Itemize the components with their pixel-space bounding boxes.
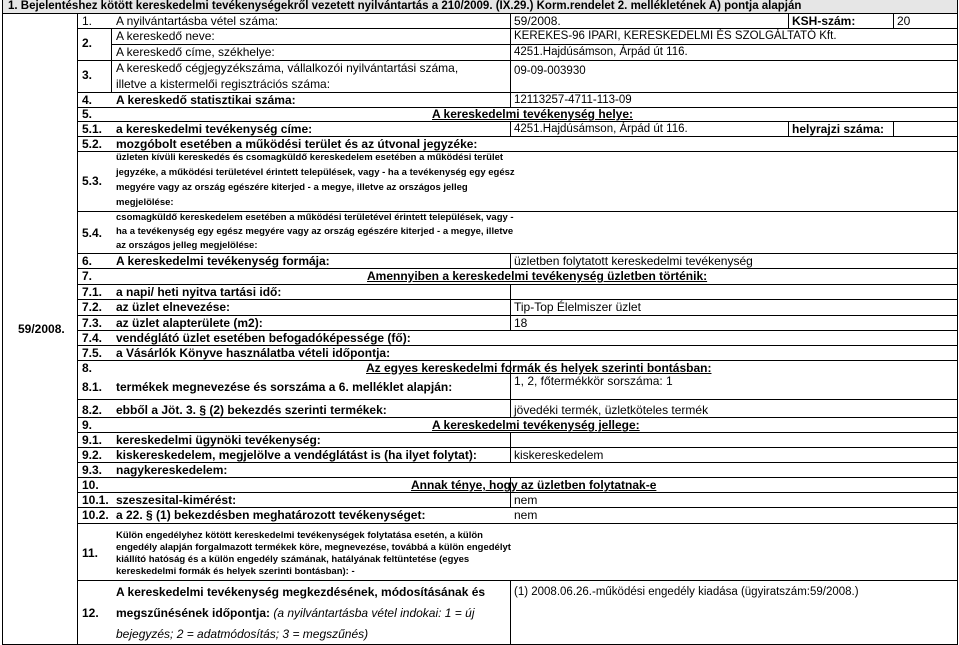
row-8-2-label: ebből a Jöt. 3. § (2) bekezdés szerinti termékek: [116,403,387,417]
row-2-num: 2. [82,36,93,50]
row-11-line-4: kereskedelmi formák és helyek szerinti bontásban): - [116,566,355,577]
row-3-label-a: A kereskedő cégjegyzékszáma, vállalkozói nyilvántartási száma, [116,61,459,75]
row-5-num: 5. [82,107,93,121]
row-12-num: 12. [82,606,99,620]
row-11-line-2: engedély alapján forgalmazott termékek köre, megnevezése, továbbá a külön engedélyt [116,542,511,553]
row-4-value: 12113257-4711-113-09 [514,94,632,106]
ksh-value: 20 [897,14,911,28]
row-12-line-2b: (a nyilvántartásba vétel indokai: 1 = új [270,606,475,620]
row-7-1-num: 7.1. [82,285,103,299]
row-3-num: 3. [82,68,93,82]
row-8-1-value: 1, 2, főtermékkör sorszáma: 1 [514,374,673,388]
row-2-label-a: A kereskedő neve: [116,29,215,43]
row-8-1-num: 8.1. [82,380,103,394]
row-7-3-num: 7.3. [82,316,103,330]
row-5-1-num: 5.1. [82,122,103,136]
row-10-1-num: 10.1. [82,493,109,507]
row-3-label-b: illetve a kistermelői regisztrációs száma: [116,77,331,91]
row-5-1-value: 4251.Hajdúsámson, Árpád út 116. [514,123,688,135]
row-9-2-num: 9.2. [82,448,103,462]
row-8-2-num: 8.2. [82,403,103,417]
record-id: 59/2008. [18,322,65,336]
row-9-2-label: kiskereskedelem, megjelölve a vendéglátást is (ha ilyet folytat): [116,448,477,462]
row-7-4-label: vendéglátó üzlet esetében befogadóképessége (fő): [116,331,411,345]
row-5-1-label: a kereskedelmi tevékenység címe: [116,122,313,136]
row-5-4-line-2: ha a tevékenység egy egész megyére vagy az ország egészére kiterjed - a megye, illetve [116,226,514,237]
row-8-num: 8. [82,361,93,375]
row-6-value: üzletben folytatott kereskedelmi tevékenység [514,254,753,268]
row-12-line-2 [116,606,474,620]
row-7-2-num: 7.2. [82,300,103,314]
row-9-num: 9. [82,418,93,432]
row-1-value: 59/2008. [514,14,561,28]
row-5-4-line-1: csomagküldő kereskedelem esetében a működési területével érintett települések, vagy - [116,212,514,223]
row-7-3-label: az üzlet alapterülete (m2): [116,316,263,330]
row-7-5-label: a Vásárlók Könyve használatba vételi időpontja: [116,346,391,360]
row-10-num: 10. [82,478,99,492]
row-12-value: (1) 2008.06.26.-működési engedély kiadása (ügyiratszám:59/2008.) [514,586,859,598]
row-7-5-num: 7.5. [82,346,103,360]
row-5-title: A kereskedelmi tevékenység helye: [432,107,634,121]
row-8-2-value: jövedéki termék, üzletköteles termék [514,403,709,417]
row-5-3-line-1: üzleten kívüli kereskedés és csomagküldő kereskedelem esetében a működési terület [116,152,504,163]
row-9-1-label: kereskedelmi ügynöki tevékenység: [116,433,321,447]
row-7-2-label: az üzlet elnevezése: [116,300,231,314]
page-title: 1. Bejelentéshez kötött kereskedelmi tevékenységekről vezetett nyilvántartás a 210/2009. (IX.29.) Korm.rendelet 2. mellékletének A) pontja alapján [3,0,957,13]
row-5-3-line-4: megjelölése: [116,197,174,208]
row-5-3-num: 5.3. [82,174,103,188]
row-10-2-label: a 22. § (1) bekezdésben meghatározott tevékenységet: [116,508,426,522]
row-12-line-2a: megszűnésének időpontja: [116,606,271,620]
row-5-3-line-3: megyére vagy az ország egészére kiterjed - a megye, illetve az országos jelleg [116,182,468,193]
row-9-2-value: kiskereskedelem [514,448,604,462]
row-9-1-num: 9.1. [82,433,103,447]
row-10-2-num: 10.2. [82,508,109,522]
row-7-2-value: Tip-Top Élelmiszer üzlet [514,300,641,314]
row-11-line-3: kiállító hatóság és a külön engedély számának, hatályának feltüntetése (egyes [116,554,470,565]
row-6-label: A kereskedelmi tevékenység formája: [116,254,330,268]
row-2-value-b: 4251.Hajdúsámson, Árpád út 116. [514,46,688,58]
row-5-4-line-3: az országos jelleg megjelölése: [116,240,258,251]
row-8-title: Az egyes kereskedelmi formák és helyek szerinti bontásban: [366,361,712,375]
row-1-num: 1. [82,14,93,28]
row-8-1-label: termékek megnevezése és sorszáma a 6. melléklet alapján: [116,380,453,394]
row-2-value-a: KEREKES-96 IPARI, KERESKEDELMI ÉS SZOLGÁLTATÓ Kft. [514,30,837,42]
row-9-title: A kereskedelmi tevékenység jellege: [432,418,640,432]
row-3-value: 09-09-003930 [514,65,586,77]
ksh-label: KSH-szám: [792,14,856,28]
row-12-line-1: A kereskedelmi tevékenység megkezdésének, módosításának és [116,585,486,599]
row-9-3-label: nagykereskedelem: [116,463,228,477]
row-1-label: A nyilvántartásba vétel száma: [116,14,279,28]
row-7-3-value: 18 [514,316,528,330]
row-5-4-num: 5.4. [82,226,103,240]
row-10-title: Annak ténye, hogy az üzletben folytatnak-e [411,478,657,492]
row-7-title: Amennyiben a kereskedelmi tevékenység üzletben történik: [367,269,708,283]
row-2-label-b: A kereskedő címe, székhelye: [116,45,275,59]
row-11-num: 11. [82,546,99,560]
row-10-1-value: nem [514,493,538,507]
row-4-label: A kereskedő statisztikai száma: [116,93,296,107]
row-5-2-label: mozgóbolt esetében a működési terület és az útvonal jegyzéke: [116,137,478,151]
row-10-2-value: nem [514,508,538,522]
row-7-1-label: a napi/ heti nyitva tartási idő: [116,285,282,299]
hrsz-label: helyrajzi száma: [792,122,885,136]
row-7-4-num: 7.4. [82,331,103,345]
row-12-line-3: bejegyzés; 2 = adatmódosítás; 3 = megszűnés) [116,627,369,641]
row-5-3-line-2: jegyzéke, a működési területével érintett települések, vagy - ha a tevékenység egy egész [116,167,515,178]
row-11-line-1: Külön engedélyhez kötött kereskedelmi tevékenységek folytatása esetén, a külön [116,530,483,541]
row-4-num: 4. [82,93,93,107]
row-5-2-num: 5.2. [82,137,103,151]
row-7-num: 7. [82,269,93,283]
row-10-1-label: szeszesital-kimérést: [116,493,237,507]
row-9-3-num: 9.3. [82,463,103,477]
row-6-num: 6. [82,254,93,268]
